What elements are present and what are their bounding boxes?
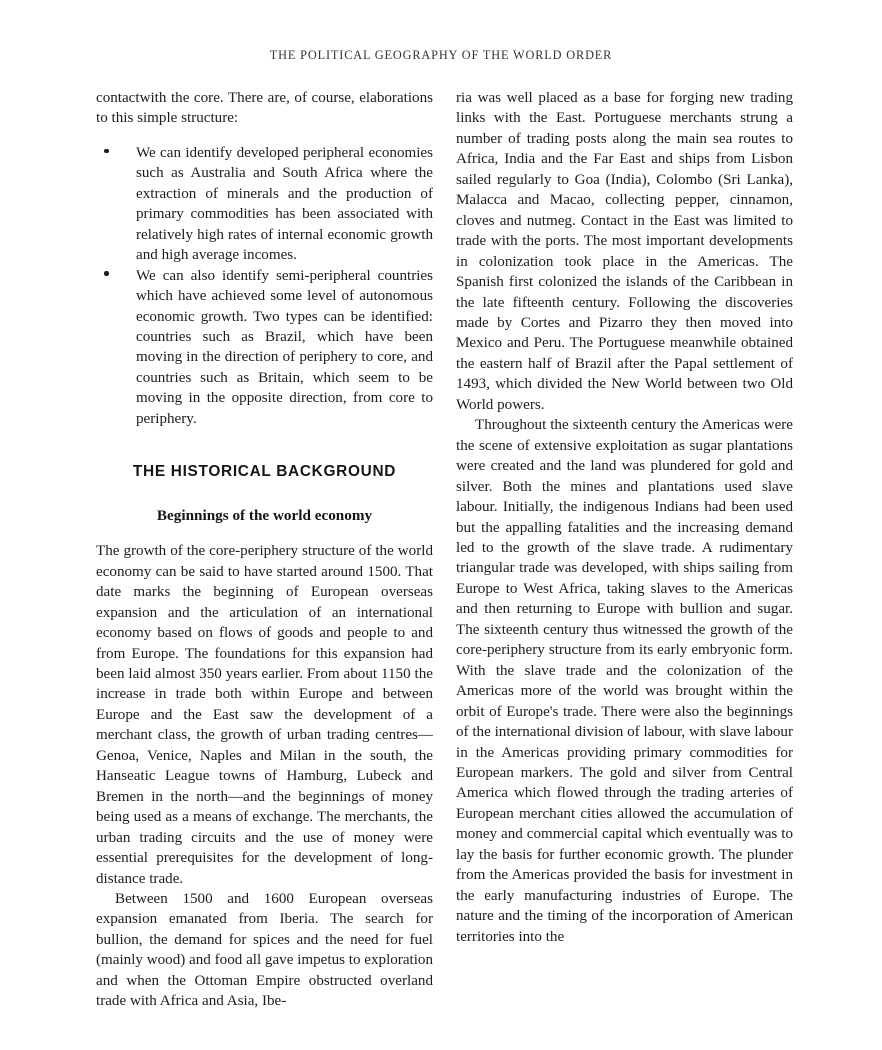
list-item-text: We can also identify semi-peripheral countries which have achieved some level of autonomous economic growth. Two types can be identified: countries such as Brazil, which have been moving in the direction of periphery to core, and countries such as Britain, which seem to be moving in the opposite direction, from core to periphery. <box>136 267 433 427</box>
bullet-dot-icon <box>104 149 109 154</box>
body-paragraph: ria was well placed as a base for forging new trading links with the East. Portuguese merchants strung a number of trading posts along the main sea routes to Africa, India and the Far East and ships from Lisbon sailed regularly to Goa (India), Colombo (Sri Lanka), Malacca and Macao, collecting pepper, cinnamon, cloves and nutmeg. Contact in the East was limited to trade with the ports. The most important developments in colonization took place in the Americas. The Spanish first colonized the islands of the Caribbean in the late fifteenth century. Following the discoveries made by Cortes and Pizarro they then moved into Mexico and Peru. The Portuguese meanwhile obtained the eastern half of Brazil after the Papal settlement of 1493, which divided the New World between two Old World powers. <box>456 90 793 413</box>
bullet-dot-icon <box>104 271 109 276</box>
right-column <box>456 88 793 1033</box>
continued-paragraph: contactwith the core. There are, of course, elaborations to this simple structure: <box>96 90 433 127</box>
subsection-heading: Beginnings of the world economy <box>156 507 373 525</box>
list-item <box>96 266 433 430</box>
bullet-list <box>96 143 433 429</box>
text-body <box>96 88 793 1033</box>
body-paragraph: Between 1500 and 1600 European overseas expansion emanated from Iberia. The search for bullion, the demand for spices and the need for fuel (mainly wood) and food all gave impetus to exploration and when the Ottoman Empire obstructed overland trade with Africa and Asia, Ibe- <box>96 890 434 1010</box>
running-head: THE POLITICAL GEOGRAPHY OF THE WORLD ORDER <box>269 48 613 62</box>
section-heading: THE HISTORICAL BACKGROUND <box>132 463 397 481</box>
list-item-text: We can identify developed peripheral economies such as Australia and South Africa where the extraction of minerals and the production of primary commodities has been associated with relatively high rates of internal economic growth and high average incomes. <box>136 144 433 264</box>
left-column <box>96 88 433 1033</box>
list-item <box>96 143 433 266</box>
body-paragraph: Throughout the sixteenth century the Americas were the scene of extensive exploitation as sugar plantations were created and the land was plundered for gold and silver. Both the mines and plantations used slave labour. Initially, the indigenous Indians had been used but the appalling fatalities and the increasing demand led to the growth of the slave trade. A rudimentary triangular trade was developed, with ships sailing from Europe to West Africa, taking slaves to the Americas and then returning to Europe with bullion and sugar. The sixteenth century thus witnessed the growth of the core-periphery structure from its early embryonic form. With the slave trade and the colonization of the Americas more of the world was brought within the orbit of Europe's trade. There were also the beginnings of the international division of labour, with slave labour in the Americas providing primary commodities for European markers. The gold and silver from Central America which flowed through the trading arteries of European merchant cities allowed the accumulation of money and commercial capital which eventually was to lay the basis for further economic growth. The plunder from the Americas provided the basis for investment in the early manufacturing industries of Europe. The nature and the timing of the incorporation of American territories into the <box>456 417 793 945</box>
body-paragraph: The growth of the core-periphery structure of the world economy can be said to have started around 1500. That date marks the beginning of European overseas expansion and the articulation of an international economy based on flows of goods and people to and from Europe. The foundations for this expansion had been laid almost 350 years earlier. From about 1150 the increase in trade both within Europe and between Europe and the East saw the development of a merchant class, the growth of urban trading centres—Genoa, Venice, Naples and Milan in the south, the Hanseatic League towns of Hamburg, Lubeck and Bremen in the north—and the beginnings of money being used as a means of exchange. The merchants, the urban trading circuits and the use of money were essential prerequisites for the development of long-distance trade. <box>96 543 433 887</box>
